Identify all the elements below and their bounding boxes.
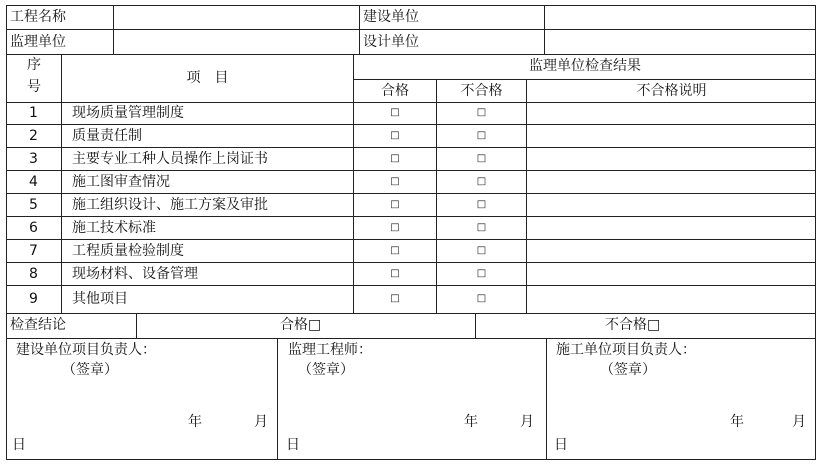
owner-unit-label: 建设单位	[363, 9, 419, 25]
rule-table-head	[6, 102, 816, 103]
row-item: 工程质量检验制度	[72, 243, 184, 259]
result-group-header: 监理单位检查结果	[529, 58, 641, 74]
border-top	[6, 5, 816, 6]
rule-row2	[6, 147, 816, 148]
row-number: 1	[29, 105, 38, 121]
rule-row6	[6, 239, 816, 240]
signature-day: 日	[286, 437, 300, 453]
pass-checkbox[interactable]: □	[390, 153, 400, 164]
fail-header: 不合格	[460, 83, 503, 99]
signature-role: 监理工程师：	[288, 342, 372, 358]
row-number: 4	[29, 174, 38, 190]
conclusion-pass[interactable]: 合格□	[280, 317, 322, 333]
pass-checkbox[interactable]: □	[390, 222, 400, 233]
design-unit-label: 设计单位	[363, 34, 419, 50]
rule-v-seq	[61, 54, 62, 313]
row-number: 3	[29, 151, 38, 167]
row-number: 9	[29, 291, 38, 307]
fail-checkbox[interactable]: □	[476, 268, 487, 279]
rule-header2	[6, 54, 816, 55]
conclusion-label: 检查结论	[10, 317, 66, 333]
signature-seal: （签章）	[298, 362, 354, 378]
fail-checkbox[interactable]: □	[476, 153, 487, 164]
rule-v-header-b	[359, 5, 360, 54]
rule-header1	[6, 29, 816, 30]
row-item: 施工技术标准	[72, 220, 156, 236]
rule-conclusion	[6, 338, 816, 339]
signature-month: 月	[792, 414, 806, 430]
row-number: 8	[29, 266, 38, 282]
signature-day: 日	[554, 437, 568, 453]
pass-checkbox[interactable]: □	[390, 268, 400, 279]
signature-role: 施工单位项目负责人：	[556, 342, 696, 358]
row-number: 7	[29, 243, 38, 259]
fail-checkbox[interactable]: □	[476, 107, 487, 118]
border-right	[815, 5, 816, 460]
signature-seal: （签章）	[62, 362, 118, 378]
pass-checkbox[interactable]: □	[390, 176, 400, 187]
item-header: 项 目	[186, 70, 229, 86]
row-item: 质量责任制	[72, 128, 142, 144]
fail-checkbox[interactable]: □	[476, 245, 487, 256]
project-name-label: 工程名称	[10, 9, 66, 25]
conclusion-fail[interactable]: 不合格□	[605, 317, 661, 333]
fail-checkbox[interactable]: □	[476, 176, 487, 187]
fail-checkbox[interactable]: □	[476, 293, 487, 304]
seq-header-bottom: 号	[27, 79, 41, 95]
rule-v-sign-b	[546, 338, 547, 460]
rule-v-conclusion-a	[136, 313, 137, 338]
row-number: 6	[29, 220, 38, 236]
rule-v-header-a	[113, 5, 114, 54]
signature-year: 年	[730, 414, 744, 430]
signature-month: 月	[520, 414, 534, 430]
rule-v-conclusion-b	[475, 313, 476, 338]
rule-v-header-c	[544, 5, 545, 54]
border-bottom	[6, 459, 816, 460]
pass-checkbox[interactable]: □	[390, 199, 400, 210]
pass-checkbox[interactable]: □	[390, 293, 400, 304]
rule-row3	[6, 170, 816, 171]
signature-year: 年	[188, 414, 202, 430]
rule-v-sign-a	[277, 338, 278, 460]
rule-row4	[6, 193, 816, 194]
signature-seal: （签章）	[600, 362, 656, 378]
rule-subheader	[353, 79, 816, 80]
row-item: 现场质量管理制度	[72, 105, 184, 121]
signature-role: 建设单位项目负责人：	[16, 342, 156, 358]
rule-row5	[6, 216, 816, 217]
signature-year: 年	[464, 414, 478, 430]
fail-note-header: 不合格说明	[636, 83, 707, 99]
inspection-form	[6, 5, 816, 460]
row-item: 现场材料、设备管理	[72, 266, 198, 282]
pass-header: 合格	[381, 83, 409, 99]
signature-month: 月	[254, 414, 268, 430]
fail-checkbox[interactable]: □	[476, 130, 487, 141]
seq-header-top: 序	[27, 57, 41, 73]
row-number: 2	[29, 128, 38, 144]
signature-day: 日	[12, 437, 26, 453]
rule-v-fail	[526, 79, 527, 313]
fail-checkbox[interactable]: □	[476, 222, 487, 233]
rule-row7	[6, 262, 816, 263]
pass-checkbox[interactable]: □	[390, 245, 400, 256]
pass-checkbox[interactable]: □	[390, 130, 400, 141]
row-item: 主要专业工种人员操作上岗证书	[72, 151, 268, 167]
row-item: 施工组织设计、施工方案及审批	[72, 197, 268, 213]
rule-row8	[6, 285, 816, 286]
pass-checkbox[interactable]: □	[390, 107, 400, 118]
rule-row1	[6, 124, 816, 125]
row-item: 施工图审查情况	[72, 174, 170, 190]
supervisor-unit-label: 监理单位	[10, 34, 66, 50]
row-number: 5	[29, 197, 38, 213]
rule-table-bottom	[6, 313, 816, 314]
row-item: 其他项目	[72, 291, 128, 307]
fail-checkbox[interactable]: □	[476, 199, 487, 210]
